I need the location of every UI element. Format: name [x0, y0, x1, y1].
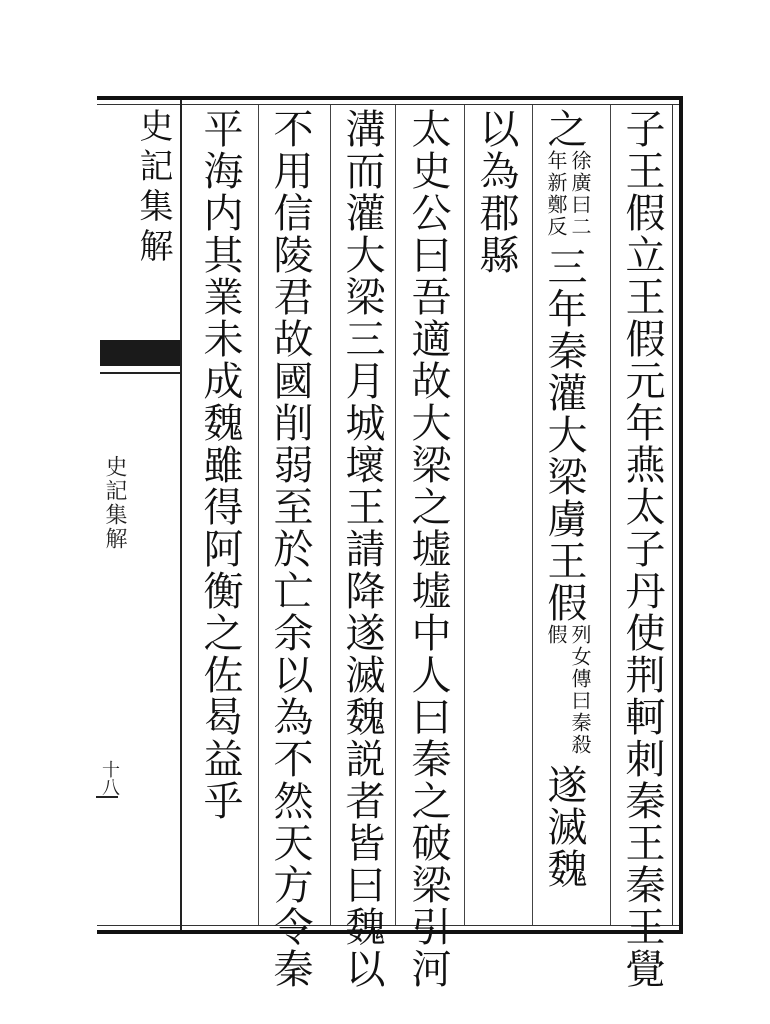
frame-left-border — [180, 100, 182, 930]
text-column-2 — [536, 108, 592, 923]
margin-banner: 史記集解 — [133, 108, 173, 268]
folio-number: 十八 — [99, 760, 120, 796]
margin-divider — [100, 372, 180, 374]
column-main-text: 遂滅魏 — [541, 764, 587, 890]
column-rule — [610, 105, 611, 925]
frame-top-inner-border — [97, 104, 682, 105]
frame-top-border — [97, 96, 682, 100]
frame-right-inner-border — [672, 104, 673, 926]
column-rule — [464, 105, 465, 925]
column-rule — [330, 105, 331, 925]
margin-black-bar — [100, 340, 180, 366]
column-main-text: 三年秦灌大梁虜王假 — [541, 246, 587, 624]
text-column-7 — [192, 108, 248, 923]
frame-bottom-inner-border — [97, 925, 682, 926]
text-column-1 — [614, 108, 670, 990]
column-rule — [258, 105, 259, 925]
column-main-text: 之 — [541, 108, 587, 150]
column-rule — [532, 105, 533, 925]
folio-underline — [96, 796, 118, 798]
column-main-text: 以為郡縣 — [473, 108, 519, 276]
column-main-text: 溝而灌大梁三月城壞王請降遂滅魏説者皆曰魏以 — [339, 108, 385, 990]
text-column-4 — [400, 108, 456, 990]
commentary-note: 徐廣曰二年新鄭反 — [544, 150, 592, 238]
commentary-note: 列女傳曰秦殺假 — [544, 624, 592, 756]
column-rule — [395, 105, 396, 925]
margin-book-title: 史記集解 — [102, 455, 127, 551]
column-main-text: 不用信陵君故國削弱至於亡余以為不然天方令秦 — [267, 108, 313, 990]
text-column-3 — [468, 108, 524, 923]
column-main-text: 平海内其業未成魏雖得阿衡之佐曷益乎 — [197, 108, 243, 822]
text-column-5 — [334, 108, 390, 990]
frame-bottom-border — [97, 930, 682, 934]
column-main-text: 太史公曰吾適故大梁之墟墟中人曰秦之破梁引河 — [405, 108, 451, 990]
frame-right-border — [679, 96, 683, 934]
column-main-text: 子王假立王假元年燕太子丹使荆軻刺秦王秦王覺 — [619, 108, 665, 990]
text-column-6 — [262, 108, 318, 990]
